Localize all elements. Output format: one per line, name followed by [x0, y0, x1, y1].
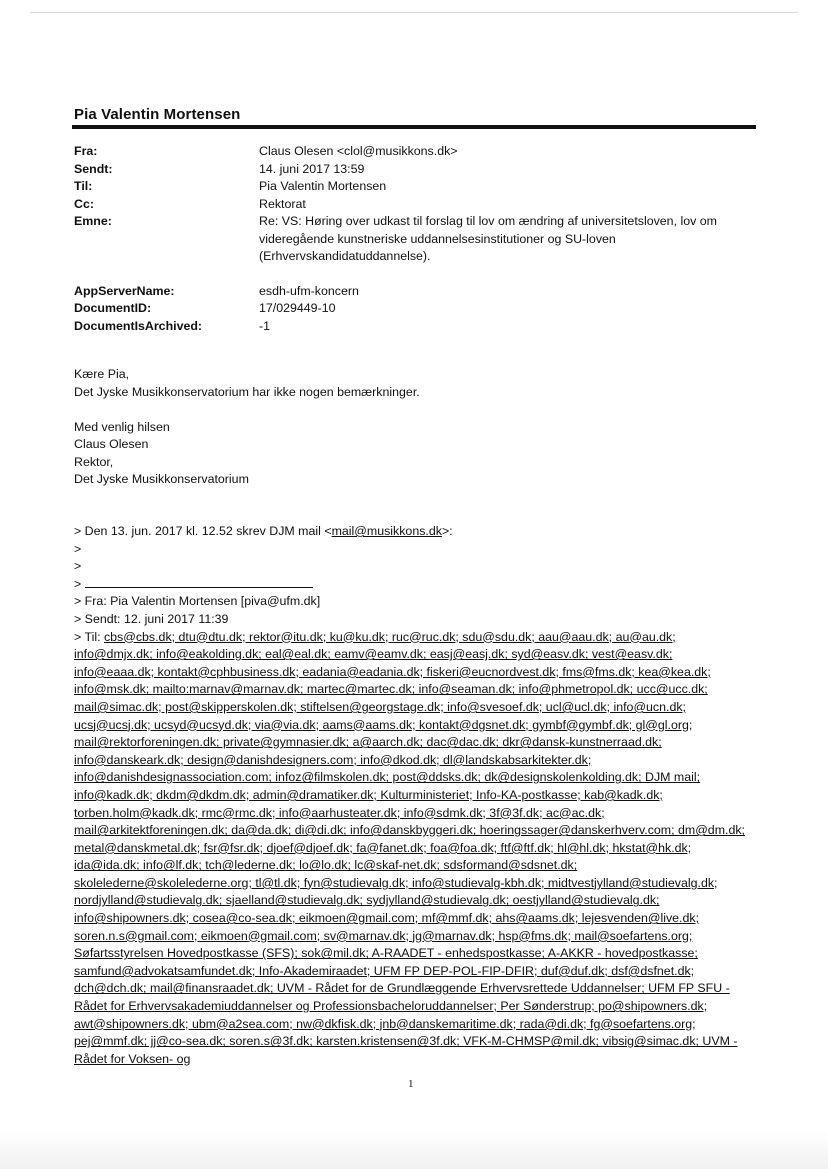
meta-row-from	[74, 143, 754, 161]
page-number: 1	[408, 1078, 414, 1090]
signature-block	[74, 419, 754, 489]
email-metadata	[74, 143, 754, 335]
quote-marker: >	[74, 559, 82, 574]
quote-intro	[74, 523, 754, 541]
signature-title: Rektor,	[74, 454, 114, 469]
meta-value-documentid: 17/029449-10	[259, 301, 336, 315]
meta-value-cc: Rektorat	[259, 196, 306, 211]
scan-bottom-shade	[0, 1129, 828, 1169]
meta-row-cc	[74, 196, 754, 214]
closing: Med venlig hilsen	[74, 419, 170, 434]
meta-value-appserver: esdh-ufm-koncern	[259, 283, 359, 298]
meta-row-archived	[74, 318, 754, 336]
meta-value-from: Claus Olesen <clol@musikkons.dk>	[259, 144, 458, 158]
quote-to-label: > Til:	[74, 629, 104, 644]
separator-line	[85, 577, 313, 588]
meta-row-subject	[74, 213, 754, 266]
meta-row-documentid	[74, 300, 754, 318]
quoted-message	[74, 523, 754, 1068]
meta-row-appserver	[74, 283, 754, 301]
quote-intro-prefix: > Den 13. jun. 2017 kl. 12.52 skrev DJM mail <	[74, 524, 332, 538]
sender-name-heading: Pia Valentin Mortensen	[74, 106, 241, 123]
quote-separator	[74, 576, 754, 594]
greeting-paragraph	[74, 366, 754, 401]
quote-recipients	[74, 629, 754, 1069]
quote-intro-suffix: >:	[441, 524, 453, 538]
meta-label: DocumentIsArchived:	[74, 318, 203, 333]
quote-intro-email-link[interactable]: mail@musikkons.dk	[331, 524, 442, 538]
meta-label: AppServerName:	[74, 283, 175, 298]
page-top-edge	[30, 12, 798, 13]
signature-name: Claus Olesen	[74, 437, 149, 451]
heading-rule	[72, 125, 756, 129]
meta-value-to: Pia Valentin Mortensen	[259, 179, 387, 193]
meta-value-subject: Re: VS: Høring over udkast til forslag til lov om ændring af universitetsloven, lov om videregående kunstneriske uddannelsesinstitutioner og SU-loven (Erhvervskandidatuddannelse).	[259, 214, 717, 263]
quote-marker: >	[74, 541, 82, 556]
quote-marker: >	[74, 576, 82, 591]
meta-label: Cc:	[74, 196, 94, 211]
message-text: Det Jyske Musikkonservatorium har ikke nogen bemærkninger.	[74, 384, 420, 399]
meta-row-to	[74, 178, 754, 196]
meta-value-archived: -1	[259, 318, 271, 333]
meta-value-sent: 14. juni 2017 13:59	[259, 161, 365, 176]
meta-row-sent	[74, 161, 754, 179]
recipient-list[interactable]: cbs@cbs.dk; dtu@dtu.dk; rektor@itu.dk; ku@ku.dk; ruc@ruc.dk; sdu@sdu.dk; aau@aau.dk; au@au.dk; info@dmjx.dk; info@eakolding.dk; eal@eal.dk; eamv@eamv.dk; easj@easj.dk; syd@easv.dk; vest@easv.dk; info@eaaa.dk; kontakt@cphbusiness.dk; eadania@eadania.dk; fiskeri@eucnordvest.dk; fms@fms.dk; kea@kea.dk; info@msk.dk; mailto:marnav@marnav.dk; martec@martec.dk; info@seaman.dk; info@phmetropol.dk; ucc@ucc.dk; mail@simac.dk; post@skipperskolen.dk; stiftelsen@georgstage.dk; info@svesoef.dk; ucl@ucl.dk; info@ucn.dk; ucsj@ucsj.dk; ucsyd@ucsyd.dk; via@via.dk; aams@aams.dk; kontakt@dgsnet.dk; gymbf@gymbf.dk; gl@gl.org; mail@rektorforeningen.dk; private@gymnasier.dk; a@aarch.dk; dac@dac.dk; dkr@dansk-kunstnerraad.dk; info@danskeark.dk; design@danishdesigners.com; info@dkod.dk; dl@landskabsarkitekter.dk; info@danishdesignassociation.com; infoz@filmskolen.dk; post@ddsks.dk; dk@designskolenkolding.dk; DJM mail; info@kadk.dk; dkdm@dkdm.dk; admin@dramatiker.dk; Kulturministeriet; Info-KA-postkasse; kab@kadk.dk; torben.holm@kadk.dk; rmc@rmc.dk; info@aarhusteater.dk; info@sdmk.dk; 3f@3f.dk; ac@ac.dk; mail@arkitektforeningen.dk; da@da.dk; di@di.dk; info@danskbyggeri.dk; hoeringssager@danskerhverv.com; dm@dm.dk; metal@danskmetal.dk; fsr@fsr.dk; djoef@djoef.dk; fa@fanet.dk; foa@foa.dk; ftf@ftf.dk; hl@hl.dk; hkstat@hk.dk; ida@ida.dk; info@lf.dk; tch@lederne.dk; lo@lo.dk; lc@skaf-net.dk; sdsformand@sdsnet.dk; skolelederne@skolelederne.org; tl@tl.dk; fyn@studievalg.dk; info@studievalg-kbh.dk; midtvestjylland@studievalg.dk; nordjylland@studievalg.dk; sjaelland@studievalg.dk; sydjylland@studievalg.dk; oestjylland@studievalg.dk; info@shipowners.dk; cosea@co-sea.dk; eikmoen@gmail.com; mf@mmf.dk; ahs@aams.dk; lejesvenden@live.dk; soren.n.s@gmail.com; eikmoen@gmail.com; sv@marnav.dk; jg@marnav.dk; hsp@fms.dk; mail@soefartens.org; Søfartsstyrelsen Hovedpostkasse (SFS); sok@mil.dk; A-RAADET - enhedspostkasse; A-AKKR - hovedpostkasse; samfund@advokatsamfundet.dk; Info-Akademiraadet; UFM FP DEP-POL-FIP-DFIR; duf@duf.dk; dsf@dsfnet.dk; dch@dch.dk; mail@finansraadet.dk; UVM - Rådet for de Grundlæggende Erhvervsrettede Uddannelser; UFM FP SFU - Rådet for Erhvervsakademiuddannelser og Professionsbacheloruddannelser; Per Sønderstrup; po@shipowners.dk; awt@shipowners.dk; ubm@a2sea.com; nw@dkfisk.dk; jnb@danskemaritime.dk; rada@di.dk; fg@soefartens.org; pej@mmf.dk; jj@co-sea.dk; soren.s@3f.dk; karsten.kristensen@3f.dk; VFK-M-CHMSP@mil.dk; vibsig@simac.dk; UVM - Rådet for Voksen- og	[74, 629, 745, 1066]
meta-label: Fra:	[74, 144, 98, 158]
quote-from: > Fra: Pia Valentin Mortensen [piva@ufm.dk]	[74, 594, 321, 609]
meta-label: DocumentID:	[74, 301, 152, 315]
email-body	[74, 366, 754, 506]
signature-org: Det Jyske Musikkonservatorium	[74, 472, 249, 486]
greeting: Kære Pia,	[74, 367, 130, 381]
meta-label: Sendt:	[74, 161, 113, 176]
quote-sent: > Sendt: 12. juni 2017 11:39	[74, 611, 229, 626]
meta-label: Til:	[74, 179, 93, 193]
meta-label: Emne:	[74, 214, 112, 228]
